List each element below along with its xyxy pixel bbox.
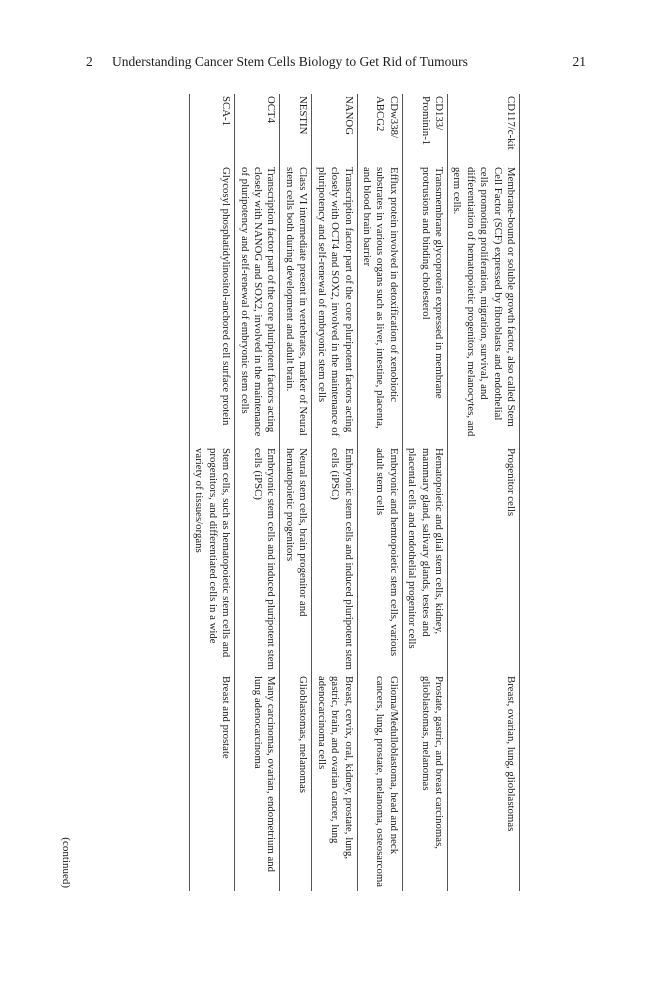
progenitors-cell: Embryonic stem cells and induced pluripotent stem cells (iPSC) [329,448,355,670]
tumours-cell: Glioblastomas, melanomas [297,676,310,793]
progenitors-cell: Progenitor cells [505,448,517,517]
marker-cell: NANOG [342,96,355,135]
tumours-cell: Many carcinomas, ovarian, endometrium and lung adenocarcinoma [252,676,278,873]
progenitors-cell: Embryonic and hemtopoietic stem cells, various adult stem cells [374,448,400,657]
tumours-cell: Breast, cervix, oral, kidney, prostate, lung, gastric, brain, and ovarian cancer, lung adenocarcinoma cells [315,676,355,860]
progenitors-cell: Neural stem cells, brain progenitor and hematopoietic progenitors [283,448,310,617]
marker-cell: NESTIN [297,96,310,135]
progenitors-cell: Stem cells, such as hematopoietic stem cells and progenitors, and differentiated cells in a wide variety of tissues/organs [193,448,233,658]
tumours-cell: Prostate, gastric, and breast carcinomas, glioblastomas, melanomas [419,676,445,849]
description-cell: Transmembrane glycoprotein expressed in membrane protrusions and binding cholesterol [419,167,445,399]
page-number: 21 [572,54,586,69]
marker-cell: OCT4 [265,96,278,123]
table-row [402,94,447,891]
description-cell: Membrane-bound or soluble growth factor, also called Stem Cell Factor (SCF) expressed by fibroblasts and endothelial cells promoting proliferation, migration, survival, and differentiation of hematopoietic progenitors, melanocytes, and germ cells. [451,167,517,437]
table-row [190,94,235,891]
progenitors-cell: Embryonic stem cells and induced pluripotent stem cells (iPSC) [252,448,278,670]
table-row [235,94,280,891]
description-cell: Transcription factor part of the core pluripotent factors acting closely with OCT4 and SOX2, involved in the maintenance of pluripotency and self-renewal of embryonic stem cells [315,167,355,437]
description-cell: Class VI intermediate present in vertebrates, marker of Neural stem cells both during development and adult brain. [283,167,310,436]
tumours-cell: Breast and prostate [220,676,233,759]
marker-cell: CD117/c-kit [505,96,517,150]
marker-table-rotated [60,94,520,888]
tumours-cell: Glioma/Medulloblastoma, head and neck cancers, lung, prostate, melanoma, osteosarcoma [374,676,400,888]
tumours-cell: Breast, ovarian, lung, glioblastomas [505,676,517,832]
chapter-title: Understanding Cancer Stem Cells Biology to Get Rid of Tumours [112,54,468,69]
table-row [357,94,402,891]
progenitors-cell: Hematopoietic and glial stem cells, kidney, mammary gland, salivary glands, testes and placental cells and endothelial progenitor cells [406,448,445,649]
description-cell: Glycosyl phosphatidylinositol-anchored cell surface protein [220,167,233,426]
marker-cell: SCA-1 [220,96,233,126]
marker-cell: CDw338/ ABCG2 [374,96,400,138]
table-row [280,94,312,891]
table-row [447,94,519,891]
running-header [86,52,586,72]
chapter-number: 2 [86,54,93,69]
table-body [190,94,520,891]
continued-label: (continued) [60,837,72,888]
description-cell: Transcription factor part of the core pluripotent factors acting closely with NANOG and SOX2, involved in the maintenance of pluripotency and self-renewal of embryonic stem cells [238,167,278,437]
marker-table [189,94,520,891]
marker-cell: CD133/ Prominin-1 [419,96,445,146]
table-row [312,94,357,891]
description-cell: Efflux protein involved in detoxification of xenobiotic substrates in various organs such as liver, intestine, placenta, and blood brain barrier [360,167,400,429]
